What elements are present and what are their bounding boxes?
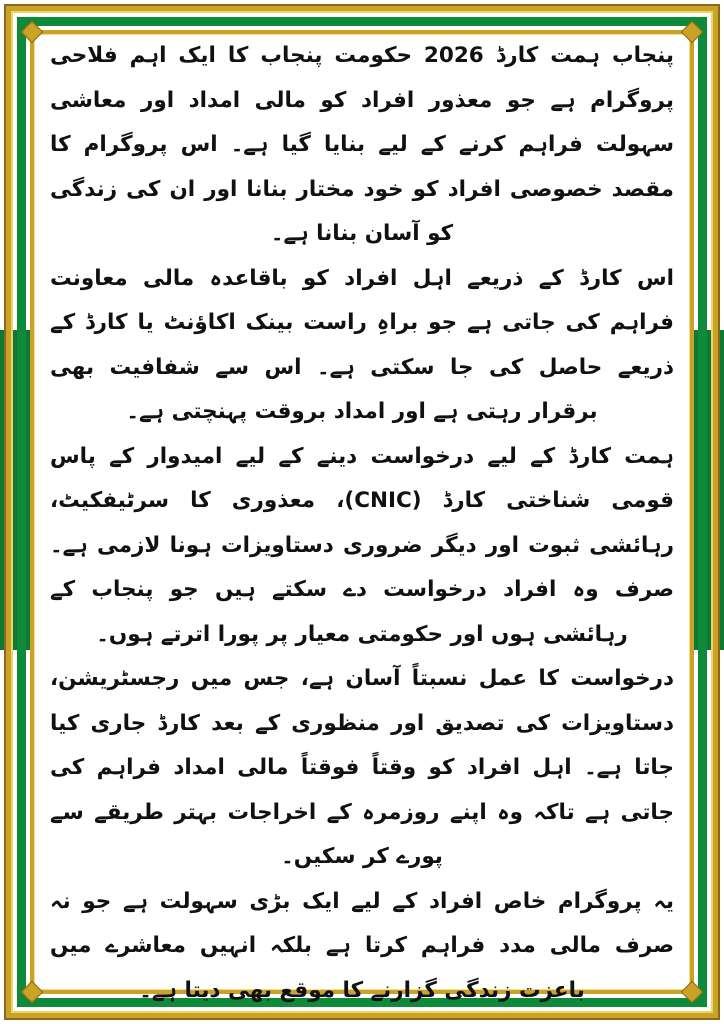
article-body (50, 34, 675, 1003)
paragraph-financial-support: اس کارڈ کے ذریعے اہل افراد کو باقاعدہ مالی معاونت فراہم کی جاتی ہے جو براہِ راست بینک اکاؤنٹ یا کارڈ کے ذریعے حاصل کی جا سکتی ہے۔ اس سے شفافیت بھی برقرار رہتی ہے اور امداد بروقت پہنچتی ہے۔ (50, 265, 674, 424)
paragraph-application-process: درخواست کا عمل نسبتاً آسان ہے، جس میں رجسٹریشن، دستاویزات کی تصدیق اور منظوری کے بعد کارڈ جاری کیا جاتا ہے۔ اہل افراد کو وقتاً فوقتاً مالی امداد فراہم کی جاتی ہے تاکہ وہ اپنے روزمرہ کے اخراجات بہتر طریقے سے پورے کر سکیں۔ (50, 666, 674, 869)
paragraph-intro: پنجاب ہمت کارڈ 2026 حکومت پنجاب کا ایک اہم فلاحی پروگرام ہے جو معذور افراد کو مالی امداد اور معاشی سہولت فراہم کرنے کے لیے بنایا گیا ہے۔ اس پروگرام کا مقصد خصوصی افراد کو خود مختار بنانا اور ان کی زندگی کو آسان بنانا ہے۔ (50, 43, 675, 246)
paragraph-conclusion: یہ پروگرام خاص افراد کے لیے ایک بڑی سہولت ہے جو نہ صرف مالی مدد فراہم کرتا ہے بلکہ انہیں معاشرے میں باعزت زندگی گزارنے کا موقع بھی دیتا ہے۔ (50, 888, 674, 1003)
paragraph-eligibility: ہمت کارڈ کے لیے درخواست دینے کے لیے امیدوار کے پاس قومی شناختی کارڈ (CNIC)، معذوری کا سرٹیفکیٹ، رہائشی ثبوت اور دیگر ضروری دستاویزات ہونا لازمی ہے۔ صرف وہ افراد درخواست دے سکتے ہیں جو پنجاب کے رہائشی ہوں اور حکومتی معیار پر پورا اترتے ہوں۔ (50, 443, 674, 647)
